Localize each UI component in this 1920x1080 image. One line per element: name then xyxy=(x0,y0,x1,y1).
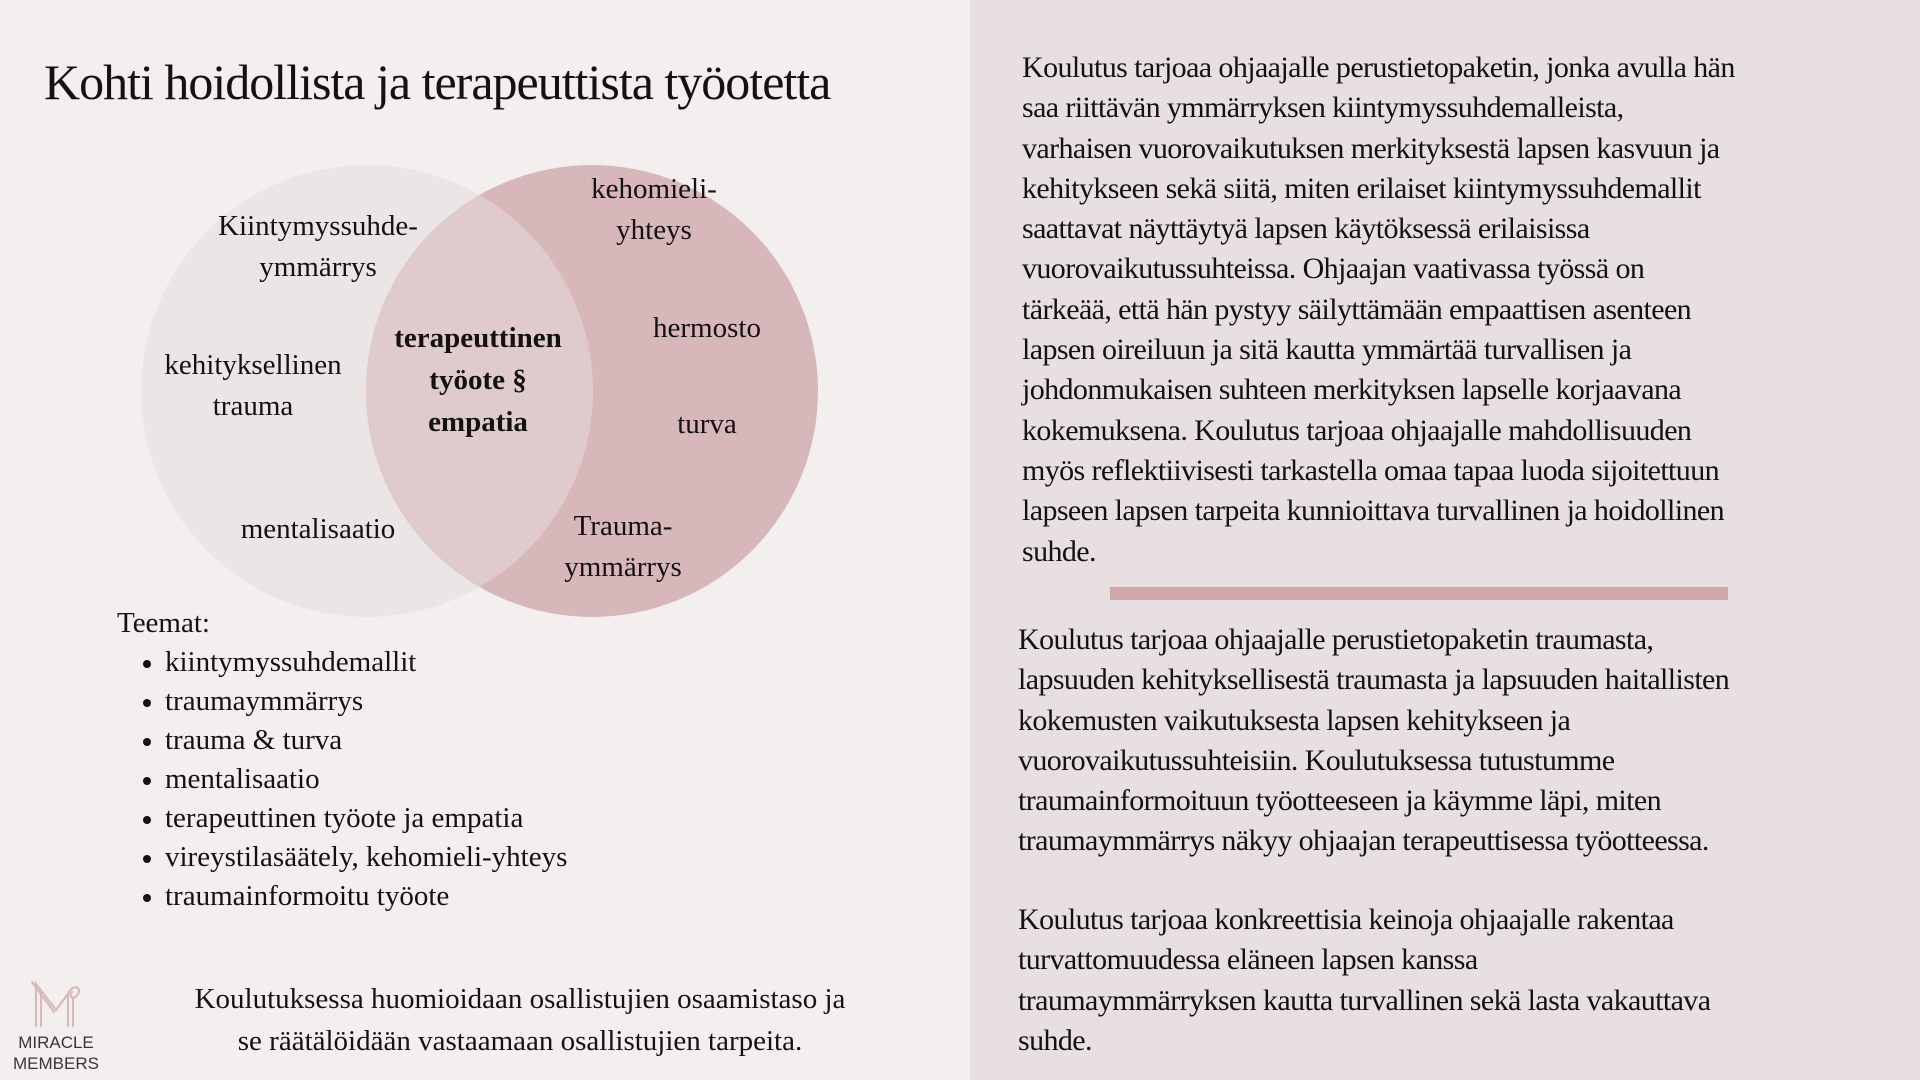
paragraph-line: suhde. xyxy=(1018,1023,1092,1057)
paragraph-line: saattavat näyttäytyä lapsen käytöksessä erilaisissa xyxy=(1022,212,1590,246)
venn-label-line: terapeuttinen xyxy=(394,322,562,354)
venn-label-line: Kiintymyssuhde- xyxy=(218,210,418,242)
theme-item xyxy=(143,682,567,721)
paragraph-line: vuorovaikutussuhteisiin. Koulutuksessa tutustumme xyxy=(1018,743,1615,777)
venn-label-line: hermosto xyxy=(653,312,761,344)
paragraph-line: traumaymmärryksen kautta turvallinen sekä lasta vakauttava xyxy=(1018,983,1711,1017)
miracle-members-logo xyxy=(8,976,104,1076)
bullet-icon xyxy=(143,699,151,707)
venn-label-safety xyxy=(677,404,737,445)
footer-note xyxy=(130,978,910,1062)
venn-label-line: kehomieli- xyxy=(591,173,717,205)
footer-note-line: se räätälöidään vastaamaan osallistujien tarpeita. xyxy=(237,1025,803,1057)
paragraph-line: vuorovaikutussuhteissa. Ohjaajan vaativassa työssä on xyxy=(1022,252,1645,286)
bullet-icon xyxy=(143,894,151,902)
page-title: Kohti hoidollista ja terapeuttista työotetta xyxy=(44,54,831,110)
paragraph-line: kokemuksena. Koulutus tarjoaa ohjaajalle mahdollisuuden xyxy=(1022,413,1692,447)
bullet-icon xyxy=(143,660,151,668)
bullet-icon xyxy=(143,738,151,746)
venn-label-line: kehityksellinen xyxy=(164,349,342,381)
venn-label-nervous-system xyxy=(653,308,761,349)
bullet-icon xyxy=(143,816,151,824)
logo-line: MIRACLE xyxy=(18,1033,94,1052)
themes-heading: Teemat: xyxy=(117,607,210,639)
theme-item xyxy=(143,799,567,838)
paragraph-line: myös reflektiivisesti tarkastella omaa tapaa luoda sijoitettuun xyxy=(1022,453,1719,487)
paragraph-attachment xyxy=(1022,48,1902,572)
theme-item-label: traumainformoitu työote xyxy=(165,880,450,912)
venn-label-attachment xyxy=(218,206,418,288)
bullet-icon xyxy=(143,777,151,785)
theme-item xyxy=(143,721,567,760)
venn-label-line: mentalisaatio xyxy=(240,513,396,545)
paragraph-line: lapsuuden kehityksellisestä traumasta ja lapsuuden haitallisten xyxy=(1018,663,1730,697)
venn-label-line: yhteys xyxy=(616,214,692,246)
paragraph-line: suhde. xyxy=(1022,534,1096,568)
themes-section xyxy=(117,604,567,916)
venn-label-center xyxy=(394,317,562,443)
theme-item-label: traumaymmärrys xyxy=(165,685,364,717)
venn-label-line: Trauma- xyxy=(573,510,673,542)
theme-item xyxy=(143,877,567,916)
theme-item xyxy=(143,838,567,877)
venn-label-body-mind xyxy=(591,169,717,251)
paragraph-line: johdonmukaisen suhteen merkityksen lapselle korjaavana xyxy=(1022,373,1682,407)
paragraph-line: Koulutus tarjoaa ohjaajalle perustietopaketin traumasta, xyxy=(1018,623,1654,656)
theme-item-label: terapeuttinen työote ja empatia xyxy=(165,802,524,834)
venn-label-line: työote § xyxy=(429,364,527,396)
theme-item-label: trauma & turva xyxy=(165,724,343,756)
venn-label-line: ymmärrys xyxy=(564,551,682,583)
paragraph-line: tärkeää, että hän pystyy säilyttämään empaattisen asenteen xyxy=(1022,292,1692,326)
paragraph-line: lapsen oireiluun ja sitä kautta ymmärtää turvallisen ja xyxy=(1022,333,1632,367)
paragraph-line: kehitykseen sekä siitä, miten erilaiset kiintymyssuhdemallit xyxy=(1022,171,1701,205)
venn-label-line: ymmärrys xyxy=(259,251,377,283)
venn-label-trauma-understanding xyxy=(564,506,682,588)
paragraph-line: Koulutus tarjoaa ohjaajalle perustietopaketin, jonka avulla hän xyxy=(1022,51,1735,84)
venn-label-line: empatia xyxy=(428,406,528,438)
paragraph-line: lapseen lapsen tarpeita kunnioittava turvallinen ja hoidollinen xyxy=(1022,494,1724,528)
paragraph-line: traumaymmärrys näkyy ohjaajan terapeuttisessa työotteessa. xyxy=(1018,824,1709,858)
paragraph-line: turvattomuudessa eläneen lapsen kanssa xyxy=(1018,943,1478,977)
paragraph-line: traumainformoituun työotteeseen ja käymme läpi, miten xyxy=(1018,784,1662,818)
paragraph-line: Koulutus tarjoaa konkreettisia keinoja ohjaajalle rakentaa xyxy=(1018,903,1674,936)
paragraph-line: varhaisen vuorovaikutuksen merkityksestä lapsen kasvuun ja xyxy=(1022,131,1720,165)
venn-label-developmental-trauma xyxy=(164,345,341,427)
theme-item-label: vireystilasäätely, kehomieli-yhteys xyxy=(165,841,568,873)
theme-item xyxy=(143,760,567,799)
themes-list xyxy=(117,643,567,916)
logo-line: MEMBERS xyxy=(13,1054,99,1073)
theme-item xyxy=(143,643,567,682)
theme-item-label: mentalisaatio xyxy=(165,763,320,795)
bullet-icon xyxy=(143,855,151,863)
paragraph-trauma xyxy=(1018,620,1898,862)
venn-label-mentalization xyxy=(241,509,396,550)
logo-text xyxy=(8,1032,104,1074)
theme-item-label: kiintymyssuhdemallit xyxy=(165,646,417,678)
section-divider xyxy=(1110,587,1728,600)
paragraph-line: saa riittävän ymmärryksen kiintymyssuhdemalleista, xyxy=(1022,91,1624,125)
paragraph-practical xyxy=(1018,900,1898,1061)
paragraph-line: kokemusten vaikutuksesta lapsen kehitykseen ja xyxy=(1018,703,1571,737)
logo-m-icon xyxy=(28,976,84,1032)
venn-label-line: turva xyxy=(677,408,737,440)
footer-note-line: Koulutuksessa huomioidaan osallistujien osaamistaso ja xyxy=(194,983,846,1015)
venn-label-line: trauma xyxy=(212,390,294,422)
